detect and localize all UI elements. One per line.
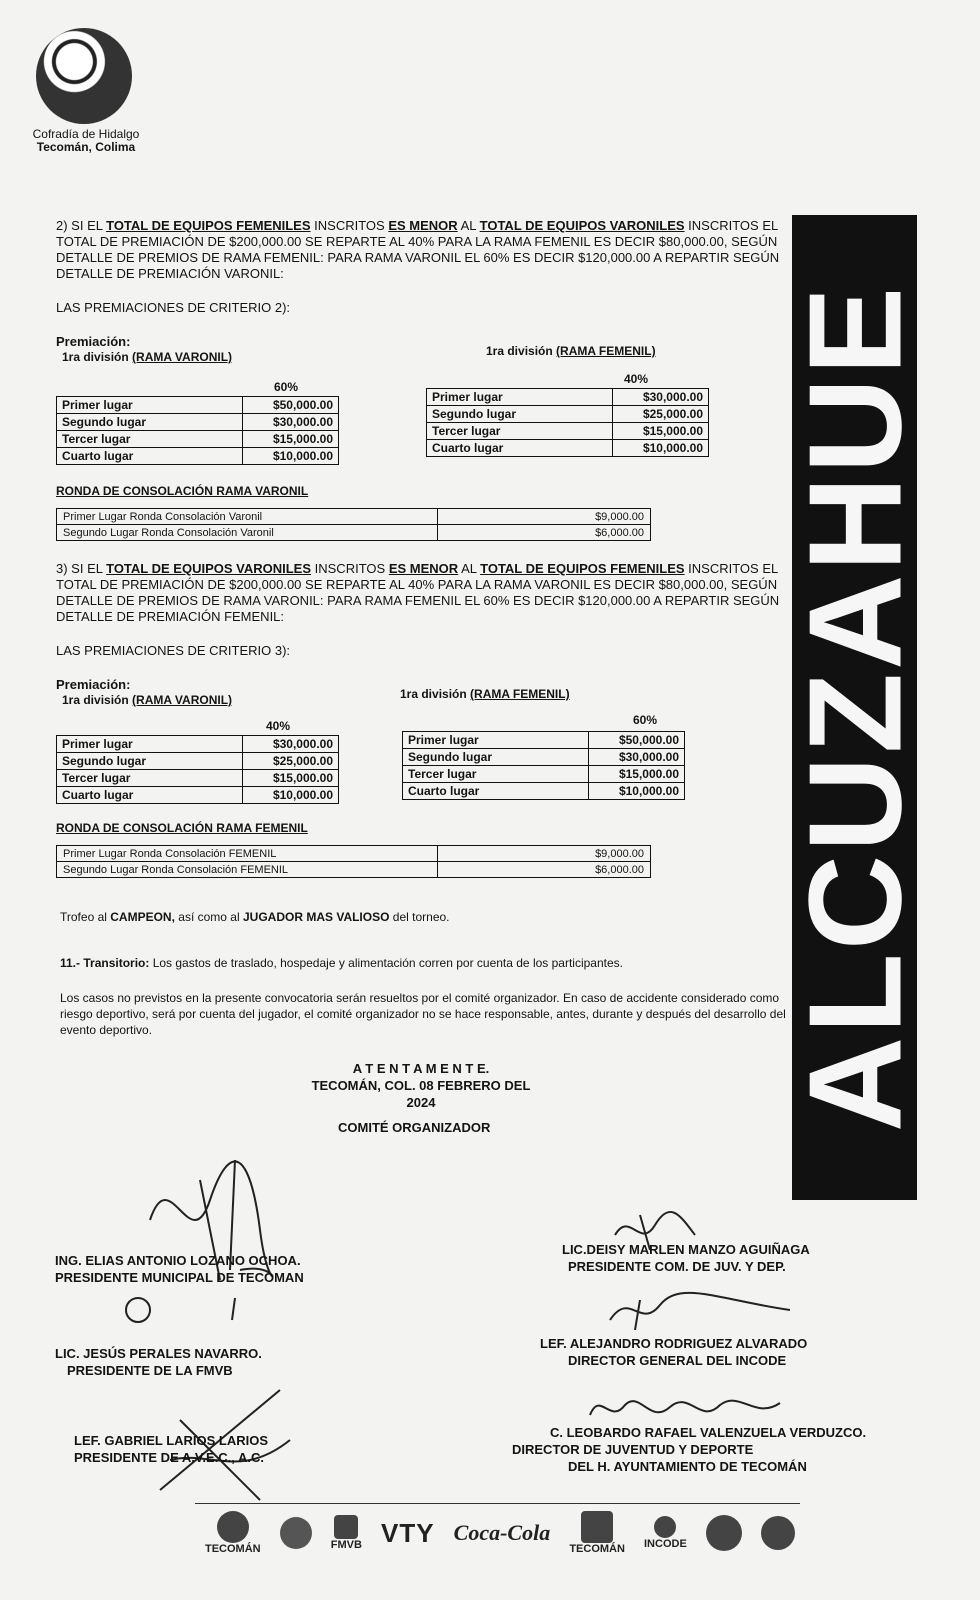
signer-name: LEF. GABRIEL LARIOS LARIOS [74, 1433, 269, 1448]
criterio3-right-title: 1ra división (RAMA FEMENIL) [400, 687, 570, 701]
incode-icon [654, 1516, 676, 1538]
banner-text: ALCUZAHUE [781, 283, 928, 1132]
logo-line1: Cofradía de Hidalgo [32, 127, 140, 141]
transitorio: 11.- Transitorio: Los gastos de traslado, hospedaje y alimentación corren por cuenta de los participantes. [60, 956, 623, 970]
vty-logo: VTY [381, 1517, 435, 1548]
place-date: TECOMÁN, COL. 08 FEBRERO DEL 2024 [311, 1078, 531, 1110]
signer-role: PRESIDENTE MUNICIPAL DE TECOMAN [55, 1270, 304, 1285]
table-row: Tercer lugar $15,000.00 [57, 770, 339, 787]
ball-logo [280, 1517, 312, 1549]
signer-name: LIC.DEISY MARLEN MANZO AGUIÑAGA [562, 1242, 810, 1257]
signer-role: PRESIDENTE DE LA FMVB [67, 1363, 233, 1378]
criterio2-heading: LAS PREMIACIONES DE CRITERIO 2): [56, 300, 291, 315]
palm-icon [581, 1511, 613, 1543]
signer-name: C. LEOBARDO RAFAEL VALENZUELA VERDUZCO. [550, 1425, 867, 1440]
tecoman-palm-logo: TECOMÁN [569, 1511, 625, 1555]
signature-block-1 [55, 1252, 304, 1286]
criterio2-left-title: 1ra división (RAMA VARONIL) [62, 350, 233, 364]
vertical-banner [781, 215, 928, 1200]
fmvb-icon [334, 1515, 358, 1539]
logo-line2: Tecomán, Colima [36, 140, 136, 154]
criterio2-premiacion: Premiación: [56, 334, 131, 349]
signature-block-5 [74, 1432, 268, 1466]
table-row: Segundo lugar $30,000.00 [57, 414, 339, 431]
main-content [56, 218, 781, 878]
criterio3-paragraph: 3) SI EL TOTAL DE EQUIPOS VARONILES INSCRITOS ES MENOR AL TOTAL DE EQUIPOS FEMENILES INSCRITOS EL TOTAL DE PREMIACIÓN DE $200,000.00 SE REPARTE AL 40% PARA LA RAMA VARONIL ES DECIR $80,000.00, SEGÚN DETALLE DE PREMIOS DE RAMA VARONIL: PARA RAMA FEMENIL EL 60% ES DECIR $120,000.00 A REPARTIR SEGÚN DETALLE DE PREMIACIÓN FEMENIL: [56, 561, 780, 624]
coca-cola-logo: Coca-Cola [453, 1520, 551, 1545]
signer-role: PRESIDENTE DE A.V.E.C., A.C. [74, 1450, 264, 1465]
signature-mark-3 [120, 1290, 260, 1330]
seal-icon [706, 1515, 742, 1551]
table-row: Primer lugar $50,000.00 [57, 397, 339, 414]
table-row: Segundo Lugar Ronda Consolación Varonil $6,000.00 [57, 525, 651, 541]
sponsor-logos [205, 1508, 795, 1558]
table-row: Tercer lugar $15,000.00 [427, 423, 709, 440]
trophy-line: Trofeo al CAMPEON, así como al JUGADOR MAS VALIOSO del torneo. [60, 910, 450, 924]
signer-role: DIRECTOR GENERAL DEL INCODE [568, 1353, 787, 1368]
criterio3-cons-title: RONDA DE CONSOLACIÓN RAMA FEMENIL [56, 821, 308, 835]
table-row: Cuarto lugar $10,000.00 [403, 783, 685, 800]
table-row: Cuarto lugar $10,000.00 [427, 440, 709, 457]
table-row: Segundo lugar $25,000.00 [427, 406, 709, 423]
signer-role-2: DEL H. AYUNTAMIENTO DE TECOMÁN [568, 1459, 807, 1474]
club-small-logo [761, 1516, 795, 1550]
volleyball-icon [280, 1517, 312, 1549]
table-row: Segundo Lugar Ronda Consolación FEMENIL $6,000.00 [57, 862, 651, 878]
footer-divider [195, 1503, 800, 1504]
table-row: Segundo lugar $25,000.00 [57, 753, 339, 770]
signature-block-3 [55, 1345, 262, 1379]
criterio3-left-pct: 40% [266, 719, 291, 733]
signer-role: DIRECTOR DE JUVENTUD Y DEPORTE [512, 1442, 754, 1457]
seal-logo [706, 1515, 742, 1551]
criterio2-right-title: 1ra división (RAMA FEMENIL) [486, 344, 656, 358]
club-logo [26, 28, 146, 154]
criterio2-left-pct: 60% [274, 380, 299, 394]
signer-name: LEF. ALEJANDRO RODRIGUEZ ALVARADO [540, 1336, 808, 1351]
signature-block-2 [562, 1241, 810, 1275]
club-icon [761, 1516, 795, 1550]
criterio3-tables [56, 687, 781, 811]
fmvb-logo: FMVB [331, 1515, 362, 1551]
criterio2-femenil-table [426, 388, 709, 457]
volleyball-logo-icon [36, 28, 132, 124]
closing [296, 1060, 546, 1111]
criterio2-right-pct: 40% [624, 372, 649, 386]
criterio2-cons-title: RONDA DE CONSOLACIÓN RAMA VARONIL [56, 484, 309, 498]
criterio3-left-title: 1ra división (RAMA VARONIL) [62, 693, 233, 707]
criterio3-heading: LAS PREMIACIONES DE CRITERIO 3): [56, 643, 291, 658]
criterio3-premiacion: Premiación: [56, 677, 131, 692]
signature-block-6 [512, 1424, 866, 1475]
tecoman-crest-logo: TECOMÁN [205, 1511, 261, 1555]
table-row: Segundo lugar $30,000.00 [403, 749, 685, 766]
table-row: Primer Lugar Ronda Consolación Varonil $9,000.00 [57, 509, 651, 525]
atentamente: A T E N T A M E N T E. [352, 1061, 490, 1076]
casos-paragraph: Los casos no previstos en la presente convocatoria serán resueltos por el comité organizador. En caso de accidente considerado como riesgo deportivo, será por cuenta del jugador, el comité organizador no se hace responsable, antes, durante y después del desarrollo del evento deportivo. [60, 991, 786, 1037]
criterio3-varonil-table [56, 735, 339, 804]
criterio2-tables [56, 344, 781, 470]
crest-icon [217, 1511, 249, 1543]
table-row: Primer lugar $50,000.00 [403, 732, 685, 749]
criterio3-femenil-table [402, 731, 685, 800]
table-row: Cuarto lugar $10,000.00 [57, 787, 339, 804]
criterio2-varonil-table [56, 396, 339, 465]
table-row: Primer lugar $30,000.00 [57, 736, 339, 753]
criterio2-paragraph: 2) SI EL TOTAL DE EQUIPOS FEMENILES INSCRITOS ES MENOR AL TOTAL DE EQUIPOS VARONILES INSCRITOS EL TOTAL DE PREMIACIÓN DE $200,000.00 SE REPARTE AL 40% PARA LA RAMA FEMENIL ES DECIR $80,000.00, SEGÚN DETALLE DE PREMIOS DE RAMA FEMENIL: PARA RAMA VARONIL EL 60% ES DECIR $120,000.00 A REPARTIR SEGÚN DETALLE DE PREMIACIÓN VARONIL: [56, 218, 780, 281]
logo-text [26, 128, 146, 154]
table-row: Primer lugar $30,000.00 [427, 389, 709, 406]
table-row: Tercer lugar $15,000.00 [57, 431, 339, 448]
signature-mark-4 [600, 1280, 800, 1335]
signer-name: LIC. JESÚS PERALES NAVARRO. [55, 1346, 262, 1361]
signer-role: PRESIDENTE COM. DE JUV. Y DEP. [568, 1259, 786, 1274]
criterio3-cons-table [56, 845, 651, 878]
table-row: Cuarto lugar $10,000.00 [57, 448, 339, 465]
table-row: Tercer lugar $15,000.00 [403, 766, 685, 783]
comite-organizador: COMITÉ ORGANIZADOR [338, 1120, 491, 1135]
criterio2-cons-table [56, 508, 651, 541]
signature-block-4 [540, 1335, 807, 1369]
table-row: Primer Lugar Ronda Consolación FEMENIL $9,000.00 [57, 846, 651, 862]
criterio3-right-pct: 60% [633, 713, 658, 727]
incode-logo: INCODE [644, 1516, 687, 1550]
signer-name: ING. ELIAS ANTONIO LOZANO OCHOA. [55, 1253, 301, 1268]
